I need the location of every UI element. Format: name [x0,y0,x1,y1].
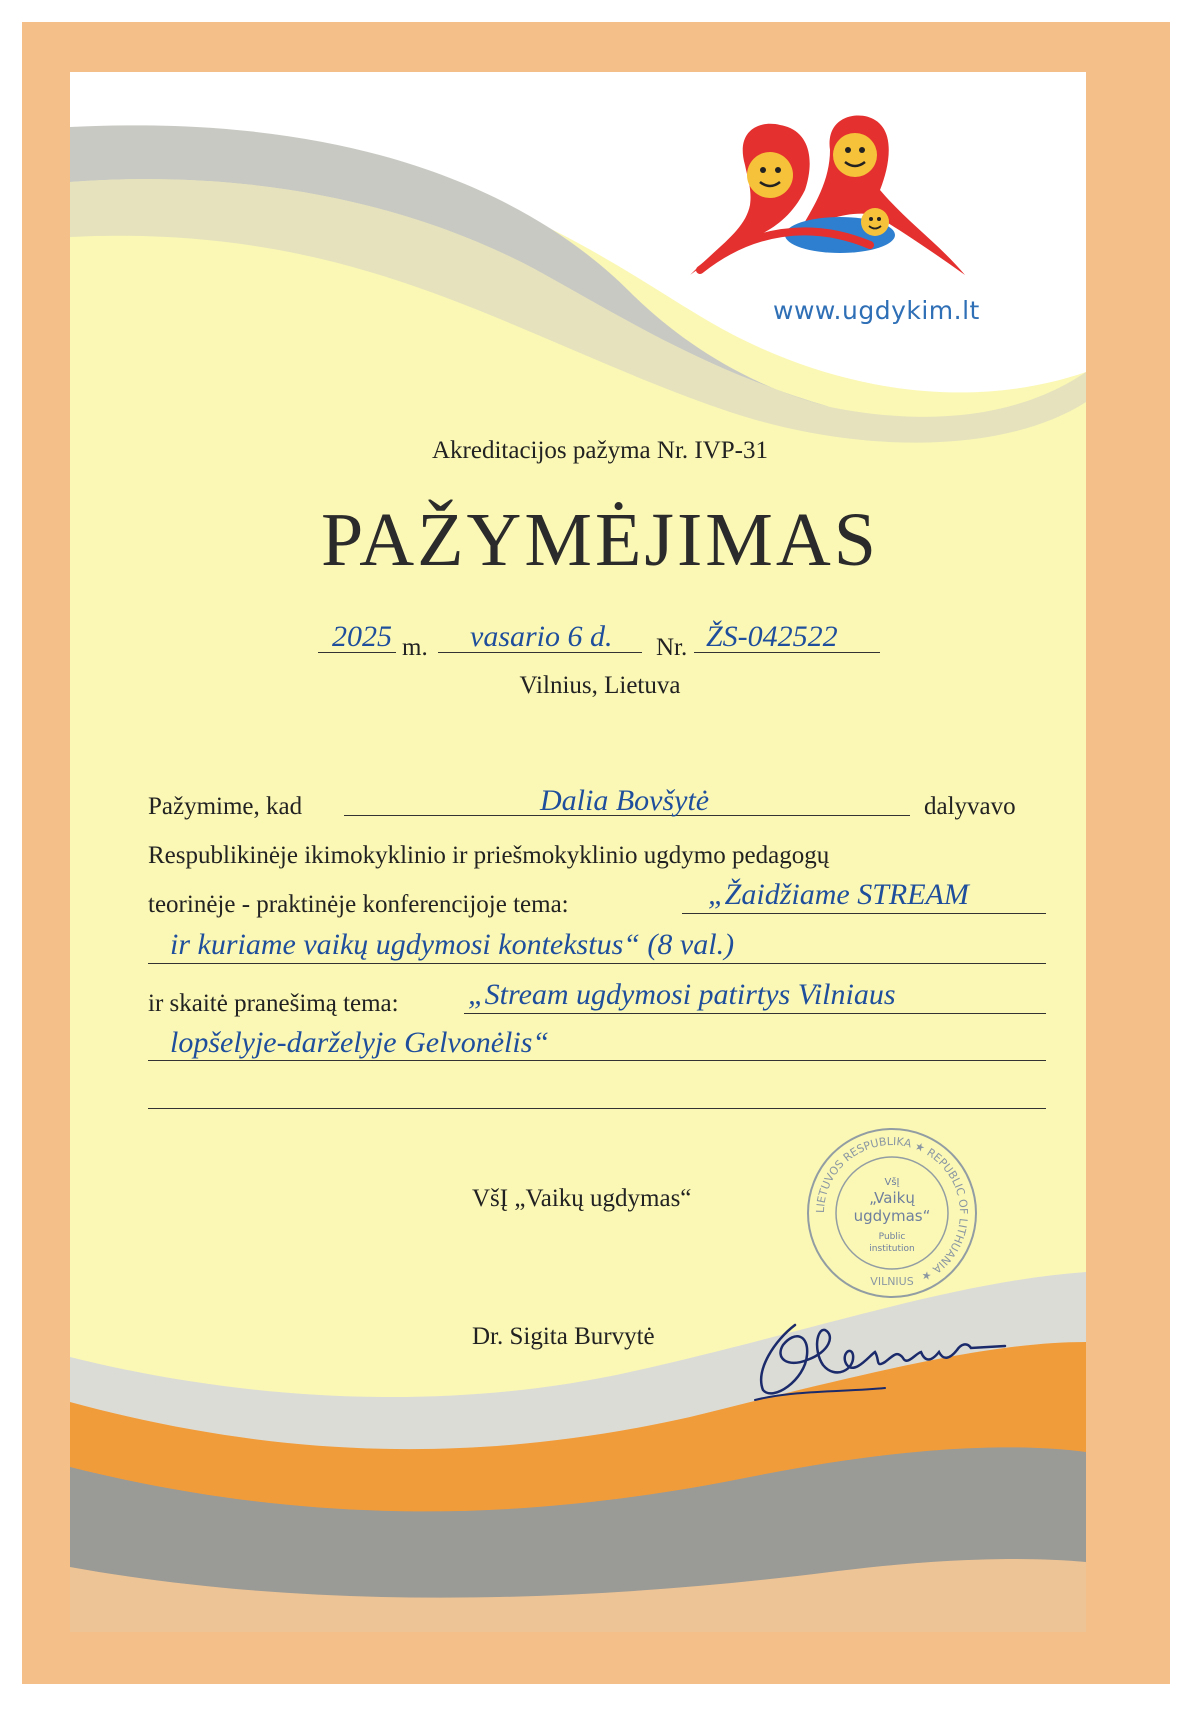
number-line [694,652,880,653]
body-report-label: ir skaitė pranešimą tema: [148,990,399,1017]
body-topic-label: teorinėje - praktinėje konferencijoje tema: [148,891,569,918]
report-line-1 [464,1013,1046,1014]
certificate-title: PAŽYMĖJIMAS [320,498,880,582]
seal-name-1: „Vaikų [869,1189,915,1207]
body-conference-type: Respublikinėje ikimokyklinio ir priešmokyklinio ugdymo pedagogų [148,842,830,869]
seal-sub-2: institution [869,1244,915,1254]
year-value: 2025 [332,620,392,653]
seal-ring-text: LIETUVOS RESPUBLIKA ★ REPUBLIC OF LITHUANIA ★ [813,1134,971,1284]
accreditation-number: Akreditacijos pažyma Nr. IVP-31 [431,437,769,464]
seal-city: VILNIUS [870,1275,914,1288]
topic-line-1 [682,913,1046,914]
report-line-2 [148,1060,1046,1061]
topic-line-2 [148,963,1046,964]
report-part-1: „Stream ugdymosi patirtys Vilniaus [468,978,896,1011]
date-value: vasario 6 d. [470,620,613,653]
year-suffix: m. [402,634,428,661]
participant-name: Dalia Bovšytė [540,784,710,817]
body-participated: dalyvavo [924,793,1016,820]
year-line [318,652,396,653]
date-line [438,652,642,653]
number-label: Nr. [656,634,688,661]
blank-line [148,1108,1046,1109]
body-intro: Pažymime, kad [148,793,303,820]
handwritten-signature [735,1310,1025,1405]
topic-part-1: „Žaidžiame STREAM [708,878,969,911]
seal-name-2: ugdymas“ [853,1207,931,1225]
report-part-2: lopšelyje-darželyje Gelvonėlis“ [170,1026,550,1059]
place: Vilnius, Lietuva [519,672,681,699]
official-stamp [802,1123,982,1303]
topic-part-2: ir kuriame vaikų ugdymosi kontekstus“ (8 val.) [170,928,735,961]
seal-sub-1: Public [878,1232,906,1242]
signatory-name: Dr. Sigita Burvytė [472,1323,655,1350]
certificate-number: ŽS-042522 [706,620,838,653]
organization: VšĮ „Vaikų ugdymas“ [472,1185,692,1212]
seal-vsj: VšĮ [884,1177,900,1188]
logo-url: www.ugdykim.lt [773,296,980,325]
